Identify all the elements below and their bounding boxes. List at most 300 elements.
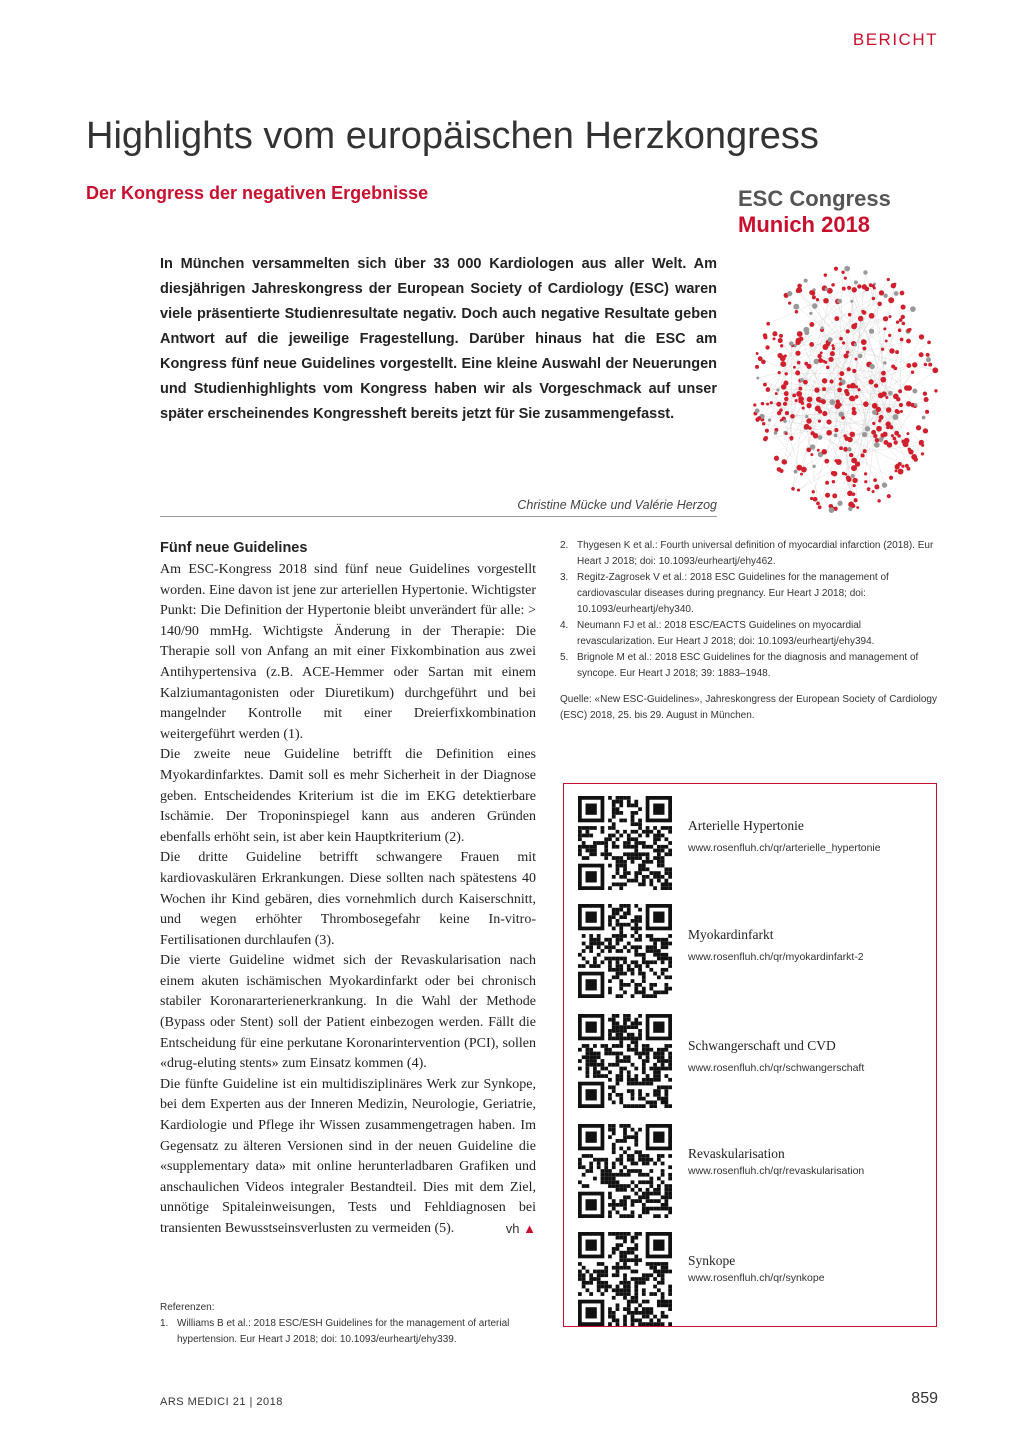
qr-module [616,1232,620,1236]
qr-module [582,942,586,946]
network-node [872,422,875,425]
qr-module [664,990,668,994]
qr-module [619,1154,623,1158]
network-node [762,422,766,426]
network-node [796,289,800,293]
qr-module [619,927,623,931]
qr-module [616,1025,620,1029]
network-node [854,280,858,284]
qr-module [623,1236,627,1240]
network-node [853,498,857,502]
network-node [783,381,788,386]
qr-module [634,904,638,908]
qr-url-link[interactable]: www.rosenfluh.ch/qr/schwangerschaft [688,1062,865,1074]
qr-module [601,1262,605,1266]
qr-module [619,1033,623,1037]
qr-module [634,1311,638,1315]
network-node [889,425,893,429]
qr-module [664,1074,668,1078]
qr-module [619,934,623,938]
qr-module [608,1078,612,1082]
network-node [861,310,864,313]
qr-module [604,1074,608,1078]
qr-module [616,1029,620,1033]
qr-module [578,1059,582,1063]
qr-module [661,1203,665,1207]
qr-module [661,1052,665,1056]
qr-module [627,1311,631,1315]
network-node [844,277,847,280]
network-node [768,418,771,421]
qr-module [604,1288,608,1292]
qr-module [623,1251,627,1255]
qr-code-icon[interactable] [578,1232,672,1326]
qr-module [646,934,650,938]
qr-module [661,1055,665,1059]
qr-module [593,1055,597,1059]
qr-module [638,1022,642,1026]
network-node [864,287,869,292]
qr-finder [653,1132,664,1143]
qr-module [664,953,668,957]
qr-module [612,1147,616,1151]
qr-module [593,849,597,853]
qr-module [616,912,620,916]
network-node [865,426,870,431]
network-node [790,414,795,419]
qr-module [668,1067,672,1071]
qr-module [627,804,631,808]
network-edge [767,346,793,431]
qr-module [638,1232,642,1236]
network-node [814,387,819,392]
network-edge [782,286,874,346]
qr-module [623,1258,627,1262]
qr-module [638,1093,642,1097]
qr-code-icon[interactable] [578,904,672,998]
qr-module [638,1055,642,1059]
qr-module [631,1199,635,1203]
qr-module [619,1158,623,1162]
network-node [880,433,884,437]
network-node [872,297,875,300]
qr-module [642,994,646,998]
qr-module [646,1173,650,1177]
body-paragraph: Die zweite neue Guideline betrifft die Definition eines Myokardinfarktes. Damit soll es mehr Sicherheit in der Diagnose geben. Entscheidendes Kriterium ist die im EKG detektierbare Ischämie. Der Troponinspiegel kann aus anderen Gründen ebenfalls erhöht sein, ist aber kein Hauptkriterium (2). [160,747,536,845]
qr-module [653,886,657,890]
qr-module [589,834,593,838]
qr-module [631,860,635,864]
network-node [867,487,871,491]
qr-module [597,1055,601,1059]
qr-module [661,1207,665,1211]
network-node [844,353,849,358]
qr-module [668,882,672,886]
qr-module [612,1207,616,1211]
network-node [874,442,880,448]
qr-module [608,1173,612,1177]
network-node [796,465,802,471]
qr-module [664,983,668,987]
qr-module [612,908,616,912]
qr-module [623,1232,627,1236]
qr-module [623,871,627,875]
network-node [846,351,849,354]
qr-module [623,1165,627,1169]
network-node [826,419,831,424]
qr-module [582,1165,586,1169]
qr-module [619,949,623,953]
network-node [818,420,821,423]
qr-module [627,1251,631,1255]
network-node [765,429,769,433]
qr-module [619,1266,623,1270]
network-node [850,300,853,303]
qr-module [661,1270,665,1274]
qr-module [608,968,612,972]
qr-module [631,1040,635,1044]
qr-module [634,1082,638,1086]
qr-module [631,856,635,860]
qr-module [589,1048,593,1052]
qr-module [642,972,646,976]
network-node [886,407,892,413]
qr-url-link[interactable]: www.rosenfluh.ch/qr/synkope [688,1272,825,1284]
qr-module [661,1097,665,1101]
qr-module [649,1311,653,1315]
network-node [835,403,841,409]
qr-module [612,1177,616,1181]
qr-module [623,990,627,994]
qr-label: Synkope [688,1253,736,1268]
qr-module [664,1315,668,1319]
network-node [793,304,799,310]
network-node [829,399,835,405]
qr-module [623,1288,627,1292]
network-node [863,449,867,453]
qr-module [586,849,590,853]
qr-module [616,1285,620,1289]
network-node [793,366,796,369]
qr-module [653,1266,657,1270]
qr-module [612,975,616,979]
qr-module [597,1262,601,1266]
qr-module [638,1128,642,1132]
qr-module [627,1018,631,1022]
network-node [906,363,911,368]
qr-module [589,1059,593,1063]
network-node [934,389,937,392]
qr-module [608,1124,612,1128]
qr-finder [586,1022,597,1033]
qr-module [612,1063,616,1067]
network-node [774,456,779,461]
qr-module [657,1067,661,1071]
qr-module [619,1147,623,1151]
qr-module [649,945,653,949]
network-node [785,411,789,415]
qr-module [631,1082,635,1086]
qr-module [604,938,608,942]
network-node [923,392,927,396]
qr-module [616,1266,620,1270]
qr-module [586,1169,590,1173]
network-node [773,337,776,340]
network-node [855,385,858,388]
reference-text: Neumann FJ et al.: 2018 ESC/EACTS Guidelines on myocardial revascularization. Eur Heart J 2018; doi: 10.1093/eurheartj/ehy394. [577,620,875,647]
qr-module [664,1048,668,1052]
qr-module [589,1063,593,1067]
qr-module [638,1158,642,1162]
network-node [851,474,855,478]
qr-module [646,1078,650,1082]
qr-module [616,830,620,834]
qr-module [668,1300,672,1304]
qr-module [627,1055,631,1059]
network-node [780,361,786,367]
qr-module [589,845,593,849]
qr-module [649,1273,653,1277]
qr-module [578,849,582,853]
qr-url-link[interactable]: www.rosenfluh.ch/qr/myokardinfarkt-2 [688,951,864,963]
qr-module [604,1281,608,1285]
qr-module [631,1022,635,1026]
network-node [891,365,895,369]
qr-module [616,1292,620,1296]
qr-label: Revaskularisation [688,1146,785,1161]
network-node [895,350,899,354]
qr-url-link[interactable]: www.rosenfluh.ch/qr/arterielle_hypertonie [688,842,881,854]
network-node [924,363,927,366]
qr-module [653,960,657,964]
qr-module [649,1322,653,1326]
qr-module [653,945,657,949]
qr-module [664,1100,668,1104]
qr-module [627,1285,631,1289]
qr-module [619,1251,623,1255]
qr-module [631,1097,635,1101]
network-node [883,361,887,365]
qr-module [593,845,597,849]
qr-module [619,1199,623,1203]
qr-module [631,804,635,808]
qr-module [642,867,646,871]
qr-module [623,1014,627,1018]
article-subtitle: Der Kongress der negativen Ergebnisse [86,183,429,203]
qr-module [653,1199,657,1203]
qr-module [601,1292,605,1296]
network-node [785,432,788,435]
qr-module [649,1318,653,1322]
qr-module [638,819,642,823]
qr-module [627,1033,631,1037]
qr-module [653,1074,657,1078]
qr-module [623,1128,627,1132]
qr-module [657,1055,661,1059]
network-node [871,284,874,287]
qr-module [616,867,620,871]
network-node [832,471,837,476]
qr-module [616,972,620,976]
qr-module [631,1048,635,1052]
qr-module [631,1093,635,1097]
qr-module [612,882,616,886]
qr-module [597,938,601,942]
qr-module [668,975,672,979]
network-node [795,399,798,402]
qr-module [664,1203,668,1207]
qr-module [604,1162,608,1166]
network-node [883,316,888,321]
qr-finder [586,804,597,815]
qr-module [649,1207,653,1211]
qr-module [612,845,616,849]
qr-code-icon[interactable] [578,796,672,890]
qr-module [619,1093,623,1097]
qr-module [668,960,672,964]
qr-module [653,1089,657,1093]
reference-text: Regitz-Zagrosek V et al.: 2018 ESC Guidelines for the management of cardiovascular diseases during pregnancy. Eur Heart J 2018; doi: 10.1093/eurheartj/ehy340. [577,572,889,615]
network-node [831,344,834,347]
network-node [862,432,867,437]
network-node [888,297,894,303]
qr-module [623,1281,627,1285]
qr-module [627,1195,631,1199]
network-node [809,342,814,347]
qr-module [627,796,631,800]
qr-url-link[interactable]: www.rosenfluh.ch/qr/revaskularisation [688,1165,865,1177]
qr-module [653,1292,657,1296]
network-node [908,449,913,454]
qr-module [657,830,661,834]
qr-module [601,1158,605,1162]
qr-module [608,1018,612,1022]
qr-module [619,875,623,879]
network-node [881,348,884,351]
qr-module [661,864,665,868]
qr-module [604,1266,608,1270]
network-node [817,449,820,452]
qr-module [634,930,638,934]
network-node [870,364,875,369]
qr-module [619,1203,623,1207]
network-node [886,426,889,429]
qr-module [657,845,661,849]
qr-module [664,1303,668,1307]
qr-module [586,945,590,949]
qr-module [657,1207,661,1211]
qr-module [653,1100,657,1104]
qr-module [668,1210,672,1214]
qr-module [642,1154,646,1158]
qr-code-icon[interactable] [578,1124,672,1218]
qr-module [578,837,582,841]
qr-module [653,1093,657,1097]
qr-module [623,960,627,964]
qr-module [634,1078,638,1082]
qr-module [646,826,650,830]
network-node [895,409,899,413]
qr-module [646,830,650,834]
qr-module [604,856,608,860]
qr-module [646,1055,650,1059]
network-node [901,304,906,309]
qr-module [623,912,627,916]
qr-module [646,856,650,860]
qr-module [661,1195,665,1199]
qr-module [623,983,627,987]
qr-module [661,1100,665,1104]
qr-module [634,822,638,826]
qr-module [623,1199,627,1203]
qr-module [657,834,661,838]
qr-module [619,1025,623,1029]
qr-module [586,1070,590,1074]
qr-module [661,938,665,942]
qr-module [627,845,631,849]
qr-module [649,1048,653,1052]
network-node [842,287,846,291]
qr-module [619,819,623,823]
network-node [863,270,867,274]
qr-module [657,1199,661,1203]
qr-module [601,826,605,830]
network-node [816,298,819,301]
network-node [847,491,853,497]
network-node [854,343,857,346]
network-node [785,372,788,375]
qr-module [601,1273,605,1277]
qr-module [612,1232,616,1236]
qr-module [601,1180,605,1184]
qr-module [586,1055,590,1059]
qr-module [653,1070,657,1074]
qr-module [664,968,668,972]
qr-module [612,1128,616,1132]
network-node [873,478,877,482]
divider [160,516,717,517]
qr-module [589,1052,593,1056]
qr-module [619,800,623,804]
qr-module [664,938,668,942]
qr-module [653,1052,657,1056]
qr-module [634,856,638,860]
qr-module [661,1303,665,1307]
qr-module [653,1285,657,1289]
network-graphic [750,258,940,518]
network-node [850,432,855,437]
qr-module [664,1067,668,1071]
qr-module [608,1210,612,1214]
qr-module [623,860,627,864]
qr-module [619,1067,623,1071]
qr-module [578,834,582,838]
network-node [904,438,910,444]
qr-module [668,867,672,871]
qr-module [638,841,642,845]
qr-module [608,987,612,991]
network-node [852,287,857,292]
qr-module [593,841,597,845]
qr-code-icon[interactable] [578,1014,672,1108]
qr-module [608,960,612,964]
network-node [779,469,783,473]
network-node [824,459,829,464]
network-node [823,298,829,304]
network-node [766,403,769,406]
qr-module [612,1247,616,1251]
qr-module [616,837,620,841]
